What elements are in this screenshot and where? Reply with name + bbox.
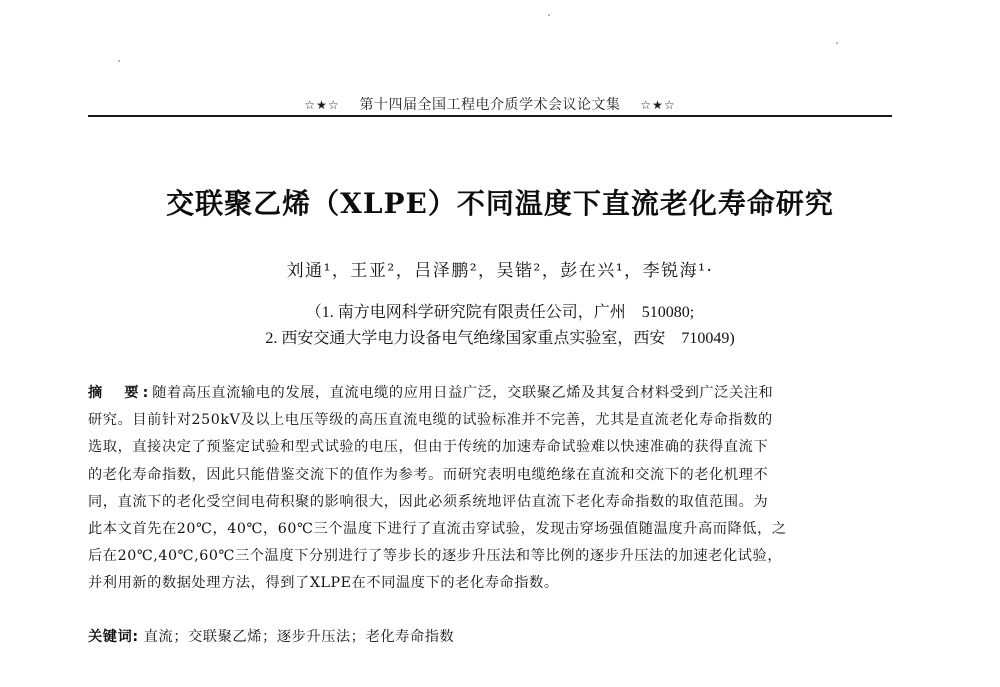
abstract-text-1: 随着高压直流输电的发展，直流电缆的应用日益广泛，交联聚乙烯及其复合材料受到广泛关注和 [152,385,774,401]
affiliation-1: （1. 南方电网科学研究院有限责任公司，广州 510080; [305,304,695,321]
header-rule [88,115,892,117]
header-stars-right: ☆★☆ [640,98,676,112]
abstract-line: 同，直流下的老化受空间电荷积聚的影响很大，因此必须系统地评估直流下老化寿命指数的取值范围。为 [88,493,769,510]
scan-speck [548,14,550,16]
author-list: 刘通¹，王亚²，吕泽鹏²，吴锴²，彭在兴¹，李锐海¹· [286,261,714,281]
paper-title: 交联聚乙烯（XLPE）不同温度下直流老化寿命研究 [166,187,834,220]
keywords-text: 直流；交联聚乙烯；逐步升压法；老化寿命指数 [143,629,455,645]
affiliation-2: 2. 西安交通大学电力设备电气绝缘国家重点实验室，西安 710049) [265,330,735,347]
proceedings-title: 第十四届全国工程电介质学术会议论文集 [359,97,621,113]
abstract-line: 后在20℃,40℃,60℃三个温度下分别进行了等步长的逐步升压法和等比例的逐步升压法的加速老化试验， [88,548,783,565]
abstract-line: 研究。目前针对250kV及以上电压等级的高压直流电缆的试验标准并不完善，尤其是直流老化寿命指数的 [88,412,773,429]
abstract-label: 摘 要: [88,385,153,401]
abstract-line: 并利用新的数据处理方法，得到了XLPE在不同温度下的老化寿命指数。 [88,575,559,592]
scan-speck [836,42,838,44]
abstract [88,380,894,598]
abstract-line: 此本文首先在20℃，40℃，60℃三个温度下进行了直流击穿试验，发现击穿场强值随温度升高而降低，之 [88,521,787,538]
proceedings-header [88,94,892,114]
abstract-line: 选取，直接决定了预鉴定试验和型式试验的电压，但由于传统的加速寿命试验难以快速准确的获得直流下 [88,439,769,456]
keywords [88,626,894,646]
header-stars-left: ☆★☆ [304,98,340,112]
scan-speck [118,60,120,62]
keywords-label: 关键词: [88,629,139,645]
abstract-line: 的老化寿命指数，因此只能借鉴交流下的值作为参考。而研究表明电缆绝缘在直流和交流下的老化机理不 [88,466,769,483]
abstract-line [88,380,894,407]
